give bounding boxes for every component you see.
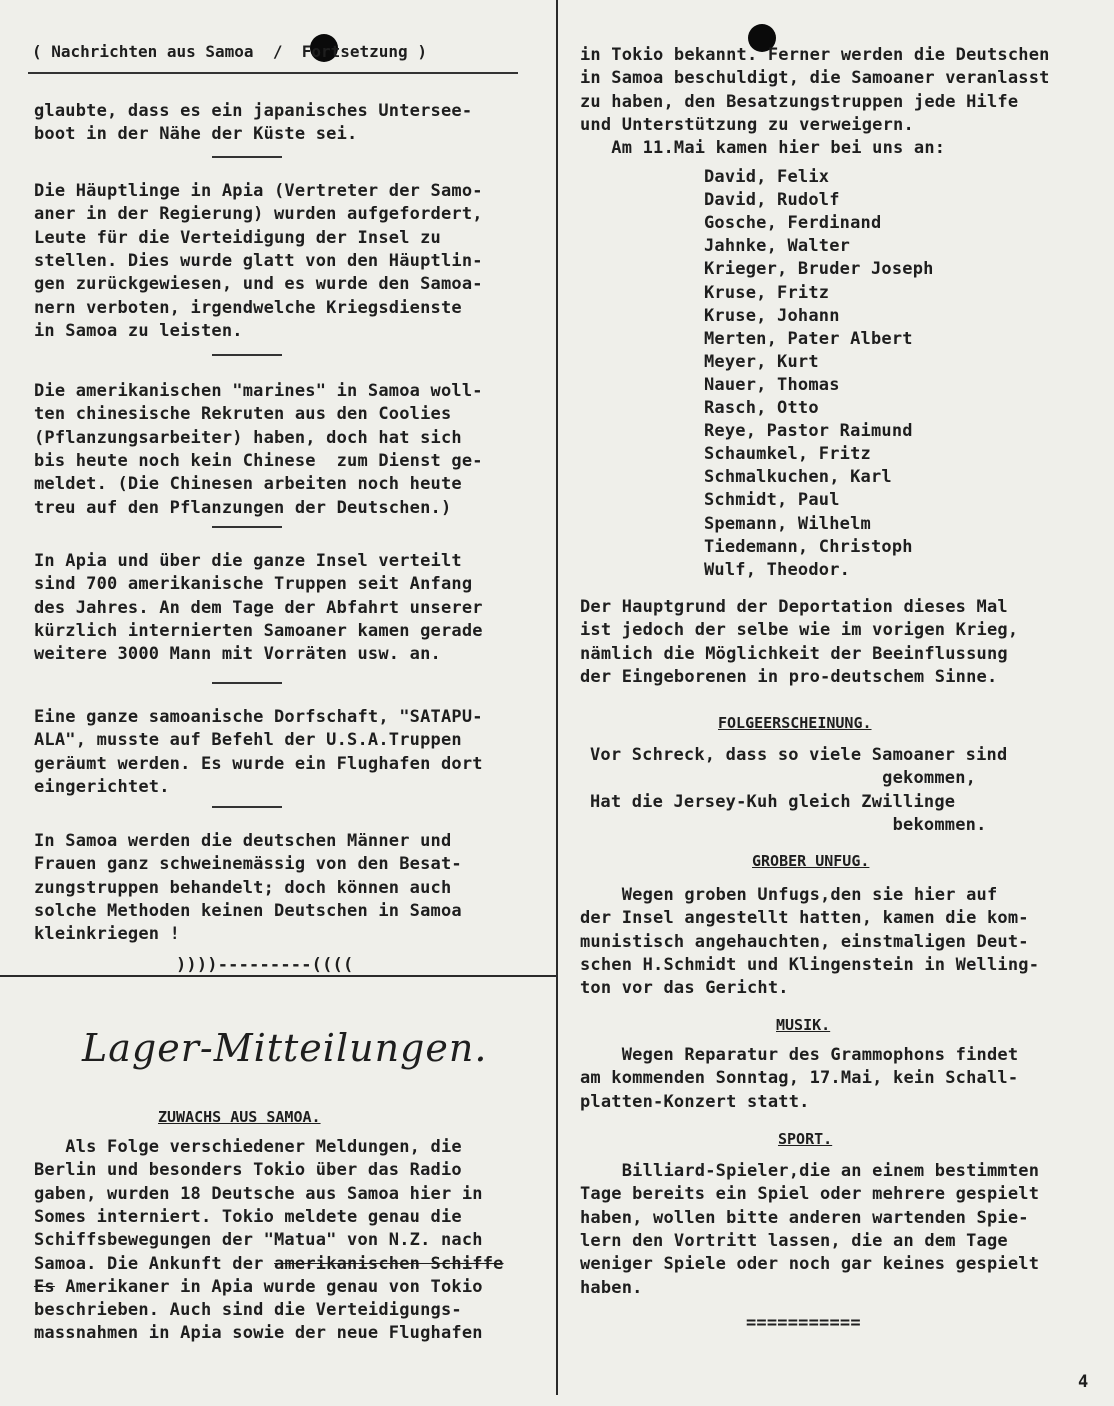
grober-line: schen H.Schmidt und Klingenstein in Welling- xyxy=(580,954,1040,975)
grober-line: Wegen groben Unfugs,den sie hier auf xyxy=(580,885,998,905)
column-divider xyxy=(556,0,558,1395)
folge-line: Hat die Jersey-Kuh gleich Zwillinge xyxy=(590,791,956,812)
sport-line: Tage bereits ein Spiel oder mehrere gespielt xyxy=(580,1184,1040,1205)
left-text-line: In Apia und über die ganze Insel verteilt xyxy=(34,551,462,571)
zuwachs-line: Als Folge verschiedener Meldungen, die xyxy=(34,1137,462,1157)
name-list-item: Wulf, Theodor. xyxy=(704,559,851,580)
name-list-item: Schmidt, Paul xyxy=(704,490,840,511)
end-mark: ))))---------(((( xyxy=(176,955,354,975)
sport-line: lern den Vortritt lassen, die an dem Tage xyxy=(580,1230,1008,1251)
zuwachs-tail-text: Amerikaner in Apia wurde genau von Tokio xyxy=(54,1276,483,1297)
left-text-line: zungstruppen behandelt; doch können auch xyxy=(34,877,452,898)
name-list-item: David, Rudolf xyxy=(704,190,840,211)
zuwachs-line: Schiffsbewegungen der "Matua" von N.Z. nach xyxy=(34,1230,483,1251)
name-list-item: Rasch, Otto xyxy=(704,398,819,418)
name-list-item: Gosche, Ferdinand xyxy=(704,213,882,234)
zuwachs-line: Samoa. Die Ankunft der amerikanischen Schiffe xyxy=(34,1253,504,1274)
left-text-line: ALA", musste auf Befehl der U.S.A.Truppen xyxy=(34,730,462,751)
folge-line: bekommen. xyxy=(590,814,987,835)
left-text-line: meldet. (Die Chinesen arbeiten noch heute xyxy=(34,474,462,495)
page-number: 4 xyxy=(1078,1372,1089,1392)
left-text-line: in Samoa zu leisten. xyxy=(34,320,243,341)
right-text-line: nämlich die Möglichkeit der Beeinflussung xyxy=(580,643,1008,664)
sport-line: weniger Spiele oder noch gar keines gespielt xyxy=(580,1254,1040,1275)
right-text-line: ist jedoch der selbe wie im vorigen Krieg, xyxy=(580,620,1019,641)
right-text-line: Der Hauptgrund der Deportation dieses Mal xyxy=(580,597,1008,617)
zuwachs-line: massnahmen in Apia sowie der neue Flughafen xyxy=(34,1323,483,1344)
paragraph-separator xyxy=(212,526,282,528)
name-list-item: Krieger, Bruder Joseph xyxy=(704,259,934,280)
right-text-line: und Unterstützung zu verweigern. xyxy=(580,114,914,135)
zuwachs-line xyxy=(34,1276,483,1299)
paragraph-separator xyxy=(212,354,282,356)
left-text-line: solche Methoden keinen Deutschen in Samoa xyxy=(34,900,462,921)
struck-text: Es xyxy=(34,1276,55,1297)
musik-line: platten-Konzert statt. xyxy=(580,1091,810,1112)
name-list-item: Kruse, Fritz xyxy=(704,282,830,303)
heading-grober: GROBER UNFUG. xyxy=(752,852,870,870)
left-text-line: ten chinesische Rekruten aus den Coolies xyxy=(34,404,452,425)
left-text-line: aner in der Regierung) wurden aufgefordert, xyxy=(34,204,483,225)
right-text-line: zu haben, den Besatzungstruppen jede Hilfe xyxy=(580,91,1019,112)
left-text-line: boot in der Nähe der Küste sei. xyxy=(34,124,358,145)
heading-sport: SPORT. xyxy=(778,1130,833,1148)
left-text-line: In Samoa werden die deutschen Männer und xyxy=(34,831,452,851)
right-text-line: der Eingeborenen in pro-deutschem Sinne. xyxy=(580,666,998,687)
folge-line: gekommen, xyxy=(590,768,977,789)
left-text-line: eingerichtet. xyxy=(34,776,170,797)
left-text-line: stellen. Dies wurde glatt von den Häuptlin- xyxy=(34,250,483,271)
zuwachs-line: Somes interniert. Tokio meldete genau die xyxy=(34,1206,462,1227)
left-text-line: gen zurückgewiesen, und es wurde den Samoa- xyxy=(34,274,483,295)
zuwachs-line: beschrieben. Auch sind die Verteidigungs- xyxy=(34,1300,462,1321)
left-text-line: Die Häuptlinge in Apia (Vertreter der Samo- xyxy=(34,181,483,201)
heading-folge: FOLGEERSCHEINUNG. xyxy=(718,714,872,732)
left-text-line: Eine ganze samoanische Dorfschaft, "SATAPU- xyxy=(34,707,483,727)
grober-line: ton vor das Gericht. xyxy=(580,978,789,999)
right-text-line: in Tokio bekannt. Ferner werden die Deutschen xyxy=(580,45,1050,65)
left-text-line: Frauen ganz schweinemässig von den Besat- xyxy=(34,854,462,875)
left-text-line: glaubte, dass es ein japanisches Untersee- xyxy=(34,101,473,121)
name-list-item: Spemann, Wilhelm xyxy=(704,513,871,534)
left-text-line: (Pflanzungsarbeiter) haben, doch hat sich xyxy=(34,427,462,448)
right-text-line: Am 11.Mai kamen hier bei uns an: xyxy=(580,138,946,159)
left-text-line: kleinkriegen ! xyxy=(34,924,181,945)
left-text-line: des Jahres. An dem Tage der Abfahrt unserer xyxy=(34,597,483,618)
struck-text: amerikanischen Schiffe xyxy=(274,1253,504,1274)
left-text-line: Die amerikanischen "marines" in Samoa woll- xyxy=(34,381,483,401)
left-text-line: Leute für die Verteidigung der Insel zu xyxy=(34,227,441,248)
zuwachs-line: gaben, wurden 18 Deutsche aus Samoa hier in xyxy=(34,1183,483,1204)
right-text-line: in Samoa beschuldigt, die Samoaner veranlasst xyxy=(580,68,1050,89)
name-list-item: Meyer, Kurt xyxy=(704,351,819,372)
name-list-item: Reye, Pastor Raimund xyxy=(704,421,913,442)
heading-musik: MUSIK. xyxy=(776,1016,831,1034)
name-list-item: Jahnke, Walter xyxy=(704,236,851,257)
paragraph-separator xyxy=(212,806,282,808)
musik-line: am kommenden Sonntag, 17.Mai, kein Schall- xyxy=(580,1068,1019,1089)
name-list-item: Nauer, Thomas xyxy=(704,374,840,395)
left-text-line: nern verboten, irgendwelche Kriegsdienste xyxy=(34,297,462,318)
sport-line: haben, wollen bitte anderen wartenden Spie- xyxy=(580,1207,1029,1228)
name-list-item: Merten, Pater Albert xyxy=(704,328,913,349)
name-list-item: Schmalkuchen, Karl xyxy=(704,467,892,488)
folge-line: Vor Schreck, dass so viele Samoaner sind xyxy=(590,745,1008,765)
left-text-line: treu auf den Pflanzungen der Deutschen.) xyxy=(34,497,452,518)
name-list-item: Schaumkel, Fritz xyxy=(704,444,871,465)
name-list-item: Tiedemann, Christoph xyxy=(704,536,913,557)
musik-line: Wegen Reparatur des Grammophons findet xyxy=(580,1045,1019,1065)
left-text-line: bis heute noch kein Chinese zum Dienst ge- xyxy=(34,450,483,471)
left-text-line: geräumt werden. Es wurde ein Flughafen dort xyxy=(34,753,483,774)
grober-line: der Insel angestellt hatten, kamen die kom- xyxy=(580,908,1029,929)
left-text-line: weitere 3000 Mann mit Vorräten usw. an. xyxy=(34,644,441,665)
left-text-line: kürzlich internierten Samoaner kamen gerade xyxy=(34,620,483,641)
paragraph-separator xyxy=(212,682,282,684)
section-title: Lager-Mitteilungen. xyxy=(82,1026,488,1070)
end-rule: =========== xyxy=(746,1313,861,1333)
page-header: ( Nachrichten aus Samoa / Fortsetzung ) xyxy=(32,42,427,61)
grober-line: munistisch angehauchten, einstmaligen Deut- xyxy=(580,931,1029,952)
name-list-item: David, Felix xyxy=(704,167,830,187)
heading-zuwachs: ZUWACHS AUS SAMOA. xyxy=(158,1108,321,1126)
left-text-line: sind 700 amerikanische Truppen seit Anfang xyxy=(34,574,473,595)
sport-line: haben. xyxy=(580,1277,643,1298)
header-rule xyxy=(28,72,518,74)
sport-line: Billiard-Spieler,die an einem bestimmten xyxy=(580,1161,1040,1181)
paragraph-separator xyxy=(212,156,282,158)
zuwachs-line: Berlin und besonders Tokio über das Radio xyxy=(34,1160,462,1181)
name-list-item: Kruse, Johann xyxy=(704,305,840,326)
